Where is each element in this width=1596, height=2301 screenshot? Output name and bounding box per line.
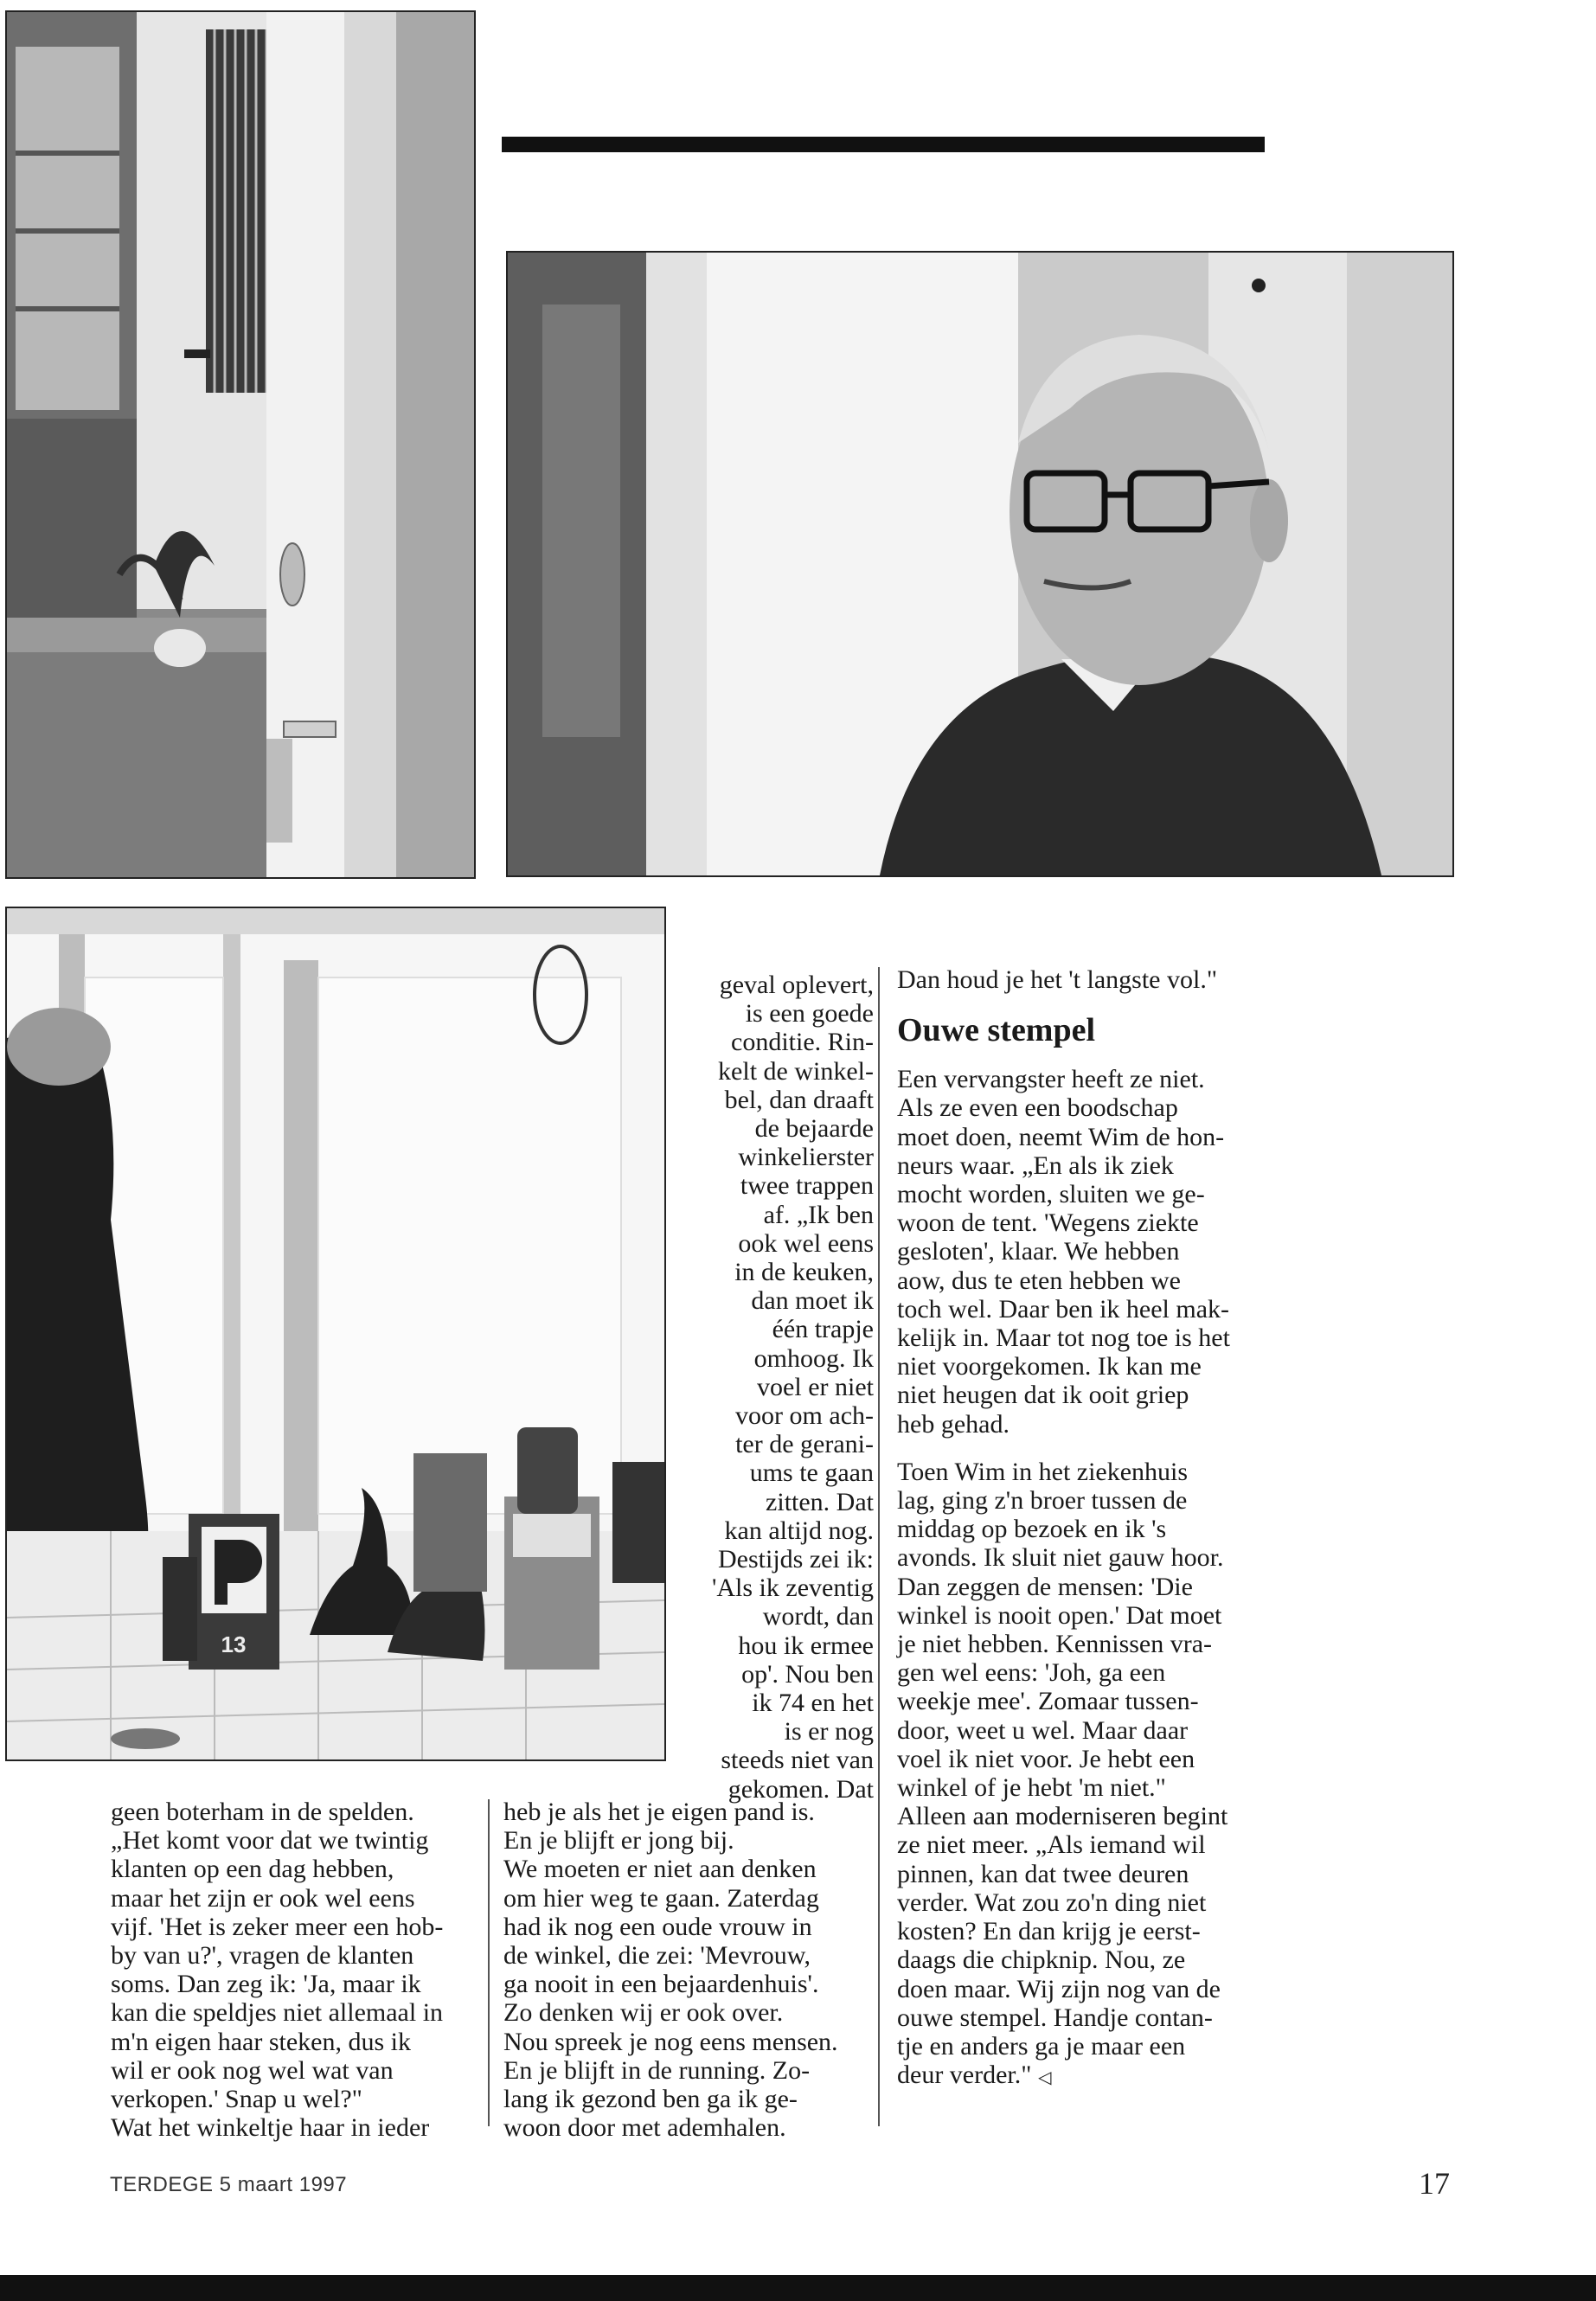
text-line: vijf. 'Het is zeker meer een hob-: [111, 1912, 444, 1941]
end-of-article-icon: ◁: [1038, 2067, 1052, 2088]
text-line: op'. Nou ben: [741, 1659, 874, 1689]
text-line: pinnen, kan dat twee deuren: [897, 1859, 1189, 1888]
text-line: winkel is nooit open.' Dat moet: [897, 1600, 1222, 1630]
text-line: Destijds zei ik:: [718, 1545, 874, 1574]
text-line: bel, dan draaft: [724, 1085, 874, 1114]
text-line: Als ze even een boodschap: [897, 1093, 1178, 1123]
column-rule-left: [488, 1799, 490, 2126]
portrait-photo: [506, 251, 1454, 877]
text-line: conditie. Rin-: [731, 1028, 874, 1057]
text-line: toch wel. Daar ben ik heel mak-: [897, 1294, 1230, 1324]
text-line: En je blijft er jong bij.: [503, 1826, 734, 1856]
text-line: één trapje: [772, 1315, 874, 1344]
text-line: ter de gerani-: [735, 1430, 874, 1459]
text-line: kelijk in. Maar tot nog toe is het: [897, 1324, 1230, 1353]
text-line: soms. Dan zeg ik: 'Ja, maar ik: [111, 1970, 421, 1999]
counter-box-label: 13: [221, 1631, 247, 1657]
text-line: [897, 2061, 1278, 2092]
text-line: geval oplevert,: [719, 971, 874, 999]
text-line: ook wel eens: [738, 1228, 874, 1258]
text-line: kosten? En dan krijg je eerst-: [897, 1917, 1201, 1946]
text-line: hou ik ermee: [738, 1631, 874, 1660]
text-line: winkelierster: [738, 1143, 874, 1172]
text-line: omhoog. Ik: [753, 1343, 874, 1373]
text-line: door, weet u wel. Maar daar: [897, 1715, 1189, 1745]
text-line: avonds. Ik sluit niet gauw hoor.: [897, 1543, 1224, 1573]
shop-counter-photo: [5, 907, 666, 1761]
text-line: de winkel, die zei: 'Mevrouw,: [503, 1941, 811, 1971]
text-line: niet heugen dat ik ooit griep: [897, 1381, 1189, 1410]
text-line: daags die chipknip. Nou, ze: [897, 1945, 1186, 1975]
text-line: doen maar. Wij zijn nog van de: [897, 1974, 1221, 2003]
text-line: had ik nog een oude vrouw in: [503, 1912, 812, 1941]
right-paragraph-1: [897, 1065, 1278, 1439]
text-line: tje en anders ga je maar een: [897, 2031, 1186, 2061]
text-line: mocht worden, sluiten we ge-: [897, 1180, 1205, 1209]
text-line: neurs waar. „En als ik ziek: [897, 1150, 1174, 1180]
text-line: We moeten er niet aan denken: [503, 1855, 817, 1884]
text-line: ik 74 en het: [752, 1689, 874, 1718]
text-line: Dan zeggen de mensen: 'Die: [897, 1572, 1193, 1601]
text-line: om hier weg te gaan. Zaterdag: [503, 1883, 819, 1913]
page-number: 17: [1419, 2166, 1450, 2201]
text-line: En je blijft in de running. Zo-: [503, 2055, 811, 2085]
text-line: woon de tent. 'Wegens ziekte: [897, 1208, 1199, 1238]
text-line: middag op bezoek en ik 's: [897, 1515, 1167, 1544]
text-line: dan moet ik: [751, 1286, 874, 1316]
text-line: voel ik niet voor. Je hebt een: [897, 1744, 1195, 1773]
middle-bottom-lines: [503, 1798, 867, 2142]
text-line: Een vervangster heeft ze niet.: [897, 1065, 1205, 1094]
text-line: verkopen.' Snap u wel?": [111, 2085, 362, 2114]
text-line: maar het zijn er ook wel eens: [111, 1883, 415, 1913]
text-line: af. „Ik ben: [763, 1200, 874, 1229]
text-column-middle-top: [675, 971, 874, 1804]
text-line: weekje mee'. Zomaar tussen-: [897, 1687, 1199, 1716]
right-intro-line: Dan houd je het 't langste vol.": [897, 965, 1218, 994]
text-line: Nou spreek je nog eens mensen.: [503, 2027, 838, 2056]
text-line: heb gehad.: [897, 1409, 1010, 1439]
text-line: kelt de winkel-: [718, 1056, 874, 1086]
text-line: lag, ging z'n broer tussen de: [897, 1486, 1188, 1516]
text-line: moet doen, neemt Wim de hon-: [897, 1122, 1225, 1151]
text-line: heb je als het je eigen pand is.: [503, 1798, 815, 1826]
text-line: gesloten', klaar. We hebben: [897, 1237, 1180, 1266]
text-line: lang ik gezond ben ga ik ge-: [503, 2085, 798, 2114]
text-line: ga nooit in een bejaardenhuis'.: [503, 1970, 819, 1999]
text-column-right: [897, 965, 1278, 2092]
column-rule-right: [878, 967, 880, 2126]
text-line: ums te gaan: [749, 1458, 874, 1488]
text-line: by van u?', vragen de klanten: [111, 1941, 414, 1971]
text-column-left: [111, 1798, 474, 2142]
text-line: Alleen aan moderniseren begint: [897, 1802, 1228, 1831]
header-bar: [502, 137, 1265, 152]
text-line: m'n eigen haar steken, dus ik: [111, 2027, 411, 2056]
section-heading: Ouwe stempel: [897, 1012, 1096, 1049]
text-line: wil er ook nog wel wat van: [111, 2055, 394, 2085]
text-line: in de keuken,: [734, 1258, 874, 1287]
text-line: winkel of je hebt 'm niet.": [897, 1773, 1166, 1803]
text-line: steeds niet van: [721, 1746, 874, 1775]
text-line: klanten op een dag hebben,: [111, 1855, 394, 1884]
text-line: niet voorgekomen. Ik kan me: [897, 1352, 1202, 1381]
text-line: je niet hebben. Kennissen vra-: [897, 1630, 1213, 1659]
text-column-middle-bottom: [503, 1798, 867, 2142]
shop-doorway-photo: [5, 10, 476, 879]
text-line: voor om ach-: [735, 1401, 874, 1431]
text-line: zitten. Dat: [766, 1487, 874, 1516]
middle-top-lines: [675, 971, 874, 1804]
text-line: verder. Wat zou zo'n ding niet: [897, 1888, 1207, 1917]
text-line: geen boterham in de spelden.: [111, 1798, 414, 1826]
text-line: ze niet meer. „Als iemand wil: [897, 1830, 1206, 1860]
text-line: gekomen. Dat: [727, 1774, 874, 1804]
text-line: „Het komt voor dat we twintig: [111, 1826, 429, 1856]
text-line: voel er niet: [757, 1372, 874, 1401]
bottom-edge-bar: [0, 2275, 1596, 2301]
left-lines: [111, 1798, 474, 2142]
text-line: Zo denken wij er ook over.: [503, 1998, 784, 2028]
text-line: kan die speldjes niet allemaal in: [111, 1998, 444, 2028]
text-line: de bejaarde: [754, 1114, 874, 1144]
right-paragraph-2: [897, 1458, 1278, 2092]
text-line: Toen Wim in het ziekenhuis: [897, 1457, 1189, 1486]
text-line: kan altijd nog.: [724, 1516, 874, 1545]
text-line: aow, dus te eten hebben we: [897, 1266, 1181, 1295]
text-line: Wat het winkeltje haar in ieder: [111, 2113, 430, 2143]
text-line: twee trappen: [740, 1171, 874, 1201]
text-line: is een goede: [745, 999, 874, 1029]
text-line: 'Als ik zeventig: [711, 1574, 874, 1603]
text-line: gen wel eens: 'Joh, ga een: [897, 1658, 1166, 1688]
text-line: woon door met ademhalen.: [503, 2113, 786, 2143]
last-line-text: deur verder.": [897, 2061, 1032, 2090]
publication-footer: TERDEGE 5 maart 1997: [110, 2173, 348, 2196]
text-line: wordt, dan: [762, 1602, 874, 1631]
text-line: is er nog: [784, 1717, 874, 1747]
text-line: ouwe stempel. Handje contan-: [897, 2003, 1213, 2032]
